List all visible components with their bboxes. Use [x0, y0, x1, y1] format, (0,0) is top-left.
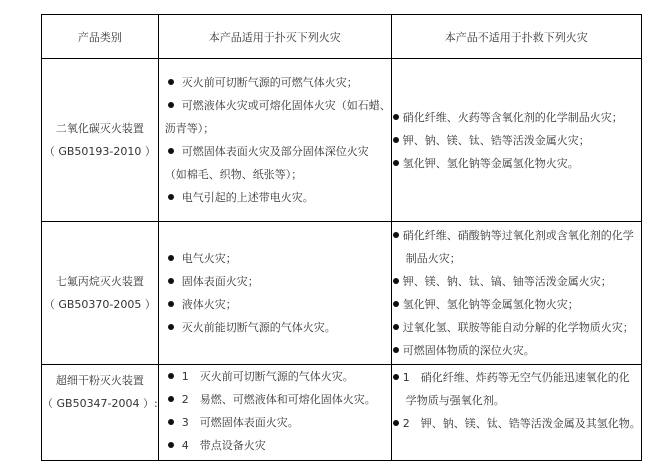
list-item-text: 1 灭火前可切断气源的气体火灾。 [181, 370, 354, 383]
list-item-text: 4 带点设备火灾 [181, 439, 266, 452]
unsuitable-cell [391, 222, 641, 365]
category-name: 七氟丙烷灭火装置 [55, 275, 144, 288]
list-item [159, 270, 391, 293]
list-item [392, 129, 641, 152]
bullet-icon [168, 373, 174, 379]
table-row [42, 365, 642, 461]
list-item [159, 365, 391, 388]
list-item-text: 液体火灾； [181, 298, 237, 311]
list-item-text: 钾、镁、钠、钛、镐、铀等活泼金属火灾； [402, 275, 612, 288]
list-item-continuation [392, 389, 641, 412]
list-item [159, 247, 391, 270]
category-name: 二氧化碳灭火装置 [55, 122, 144, 135]
category-standard: （ GB50370-2005 ） [43, 298, 156, 311]
category-cell [42, 59, 159, 222]
list-item-text: 固体表面火灾； [181, 275, 259, 288]
bullet-icon [168, 324, 174, 330]
header-unsuitable: 本产品不适用于扑救下列火灾 [391, 15, 641, 59]
list-item [159, 186, 391, 209]
list-item-text: 氢化钾、氢化钠等金属氢化物火灾； [402, 298, 579, 311]
header-suitable: 本产品适用于扑灭下列火灾 [158, 15, 391, 59]
bullet-icon [393, 137, 399, 143]
list-item-text: 硝化纤维、硝酸钠等过氧化剂或含氧化剂的化学 [402, 229, 634, 242]
list-item [159, 411, 391, 434]
bullet-icon [168, 419, 174, 425]
category-cell [42, 365, 159, 461]
bullet-icon [393, 301, 399, 307]
list-item-text: 学物质与强氧化剂。 [405, 394, 505, 407]
list-item [159, 293, 391, 316]
list-item-text: 氢化钾、氢化钠等金属氢化物火灾。 [402, 156, 579, 170]
list-item-text: 3 可燃固体表面火灾。 [181, 416, 299, 429]
list-item [159, 140, 391, 163]
list-item-text: 1 硝化纤维、炸药等无空气仍能迅速氧化的化 [402, 371, 630, 384]
bullet-icon [168, 79, 174, 85]
list-item [159, 94, 391, 117]
bullet-icon [168, 255, 174, 261]
suitable-cell [158, 365, 391, 461]
list-item-text: 电气火灾； [181, 252, 237, 265]
bullet-icon [168, 442, 174, 448]
table-row [42, 222, 642, 365]
list-item-text: 灭火前可切断气源的可燃气体火灾； [181, 76, 358, 89]
list-item-text: 钾、钠、镁、钛、锆等活泼金属火灾； [402, 133, 590, 147]
list-item-text: 硝化纤维、火药等含氧化剂的化学制品火灾； [402, 110, 623, 124]
list-item [159, 71, 391, 94]
list-item-text: 可燃液体火灾或可熔化固体火灾（如石蜡、 [181, 99, 391, 112]
list-item-text: 2 钾、钠、镁、钛、锆等活泼金属及其氢化物。 [402, 417, 641, 430]
bullet-icon [168, 194, 174, 200]
category-standard: （ GB50193-2010 ） [43, 145, 156, 158]
list-item [392, 270, 641, 293]
category-cell [42, 222, 159, 365]
list-item-text: 灭火前能切断气源的气体火灾。 [181, 321, 336, 334]
list-item [392, 412, 641, 435]
list-item-text: 2 易燃、可燃液体和可熔化固体火灾。 [181, 393, 376, 406]
list-item-text: 过氧化氢、联胺等能自动分解的化学物质火灾； [402, 321, 634, 334]
bullet-icon [168, 278, 174, 284]
list-item [392, 293, 641, 316]
bullet-icon [393, 324, 399, 330]
bullet-icon [393, 347, 399, 353]
list-item-text: 电气引起的上述带电火灾。 [181, 191, 314, 204]
list-item-continuation [159, 117, 391, 140]
list-item [392, 366, 641, 389]
list-item [392, 339, 641, 362]
unsuitable-cell [391, 365, 641, 461]
list-item-text: 可燃固体物质的深位火灾。 [402, 344, 535, 357]
bullet-icon [393, 420, 399, 426]
list-item-text: 制品火灾； [405, 252, 461, 265]
bullet-icon [168, 102, 174, 108]
bullet-icon [393, 232, 399, 238]
list-item-text: 可燃固体表面火灾及部分固体深位火灾 [181, 145, 369, 158]
bullet-icon [393, 374, 399, 380]
bullet-icon [393, 160, 399, 166]
bullet-icon [168, 396, 174, 402]
list-item-text: 沥青等）； [164, 122, 215, 135]
category-standard: （ GB50347-2004 ）: [42, 397, 158, 410]
suitable-cell [158, 59, 391, 222]
unsuitable-cell [391, 59, 641, 222]
category-name: 超细干粉灭火装置 [55, 374, 144, 387]
table-row [42, 59, 642, 222]
list-item-continuation [159, 163, 391, 186]
list-item [392, 224, 641, 247]
bullet-icon [168, 148, 174, 154]
list-item-continuation [392, 247, 641, 270]
bullet-icon [393, 278, 399, 284]
bullet-icon [393, 114, 399, 120]
list-item [392, 152, 641, 175]
header-category: 产品类别 [42, 15, 159, 59]
fire-suppression-table [41, 14, 642, 461]
list-item [159, 434, 391, 457]
bullet-icon [168, 301, 174, 307]
suitable-cell [158, 222, 391, 365]
list-item [392, 106, 641, 129]
list-item [392, 316, 641, 339]
list-item-text: （如棉毛、织物、纸张等）； [164, 168, 303, 181]
header-row [42, 15, 642, 59]
list-item [159, 316, 391, 339]
list-item [159, 388, 391, 411]
